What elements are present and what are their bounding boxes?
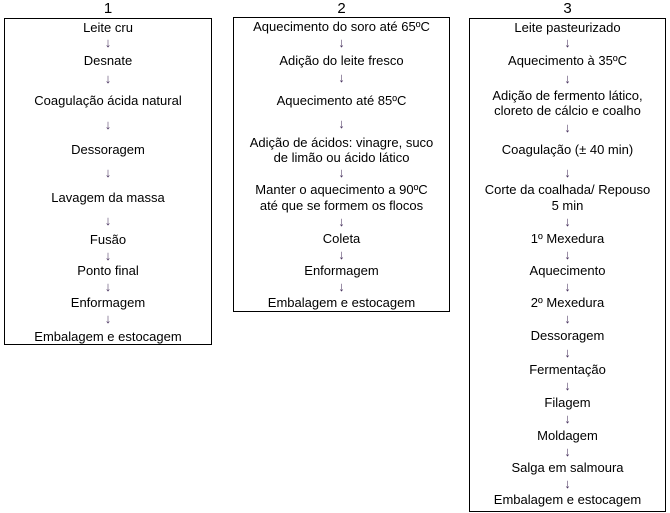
down-arrow-icon: ↓ [104,71,112,86]
flow-step: 1º Mexedura [530,231,605,246]
flow-step: Filagem [544,395,591,410]
down-arrow-icon: ↓ [564,214,571,229]
flow-step: Fusão [89,232,127,247]
flow-step: 5 min [551,198,584,213]
flow-step: Manter o aquecimento a 90ºC [255,182,428,197]
down-arrow-icon: ↓ [104,311,112,326]
flow-step: Aquecimento do soro até 65ºC [253,19,430,34]
flow-step: Adição de ácidos: vinagre, suco [249,135,434,150]
flow-step: Salga em salmoura [511,460,624,475]
flow-step: Dessoragem [71,142,145,157]
down-arrow-icon: ↓ [338,247,345,262]
flow-step: Ponto final [77,263,139,278]
down-arrow-icon: ↓ [564,311,571,326]
down-arrow-icon: ↓ [104,213,112,228]
flow-step: Coleta [322,231,361,246]
flow-step: Coagulação (± 40 min) [501,142,634,157]
flow-step: Aquecimento até 85ºC [276,93,407,108]
column-1-number: 1 [103,0,113,17]
flow-step: Leite pasteurizado [514,20,621,35]
down-arrow-icon: ↓ [338,116,345,131]
flow-step: Coagulação ácida natural [34,93,182,108]
down-arrow-icon: ↓ [104,165,112,180]
flow-step: cloreto de cálcio e coalho [494,103,641,118]
down-arrow-icon: ↓ [564,378,571,393]
down-arrow-icon: ↓ [564,165,571,180]
down-arrow-icon: ↓ [104,248,112,263]
column-3-number: 3 [563,0,572,17]
down-arrow-icon: ↓ [564,345,571,360]
column-2-number: 2 [337,0,346,17]
down-arrow-icon: ↓ [338,35,345,50]
flow-step: de limão ou ácido lático [273,150,410,165]
flowchart-box-1 [4,18,212,345]
down-arrow-icon: ↓ [564,71,571,86]
flow-step: Embalagem e estocagem [493,492,642,507]
flow-step: Corte da coalhada/ Repouso [484,182,651,197]
down-arrow-icon: ↓ [338,279,345,294]
flow-step: Enformagem [304,263,379,278]
flow-step: 2º Mexedura [530,295,605,310]
flow-step: Embalagem e estocagem [34,329,182,344]
flow-step: Leite cru [83,20,133,35]
flow-step: Lavagem da massa [51,190,165,205]
flow-step: Desnate [83,53,133,68]
down-arrow-icon: ↓ [564,247,571,262]
flowchart-box-2 [233,17,450,312]
down-arrow-icon: ↓ [564,120,571,135]
flow-step: Aquecimento [529,263,606,278]
flow-step: Adição de fermento lático, [492,88,643,103]
flow-step: Adição do leite fresco [279,53,404,68]
down-arrow-icon: ↓ [564,35,571,50]
down-arrow-icon: ↓ [104,35,112,50]
flow-step: até que se formem os flocos [259,198,424,213]
down-arrow-icon: ↓ [338,214,345,229]
down-arrow-icon: ↓ [104,117,112,132]
down-arrow-icon: ↓ [564,411,571,426]
flow-step: Enformagem [70,295,146,310]
down-arrow-icon: ↓ [338,70,345,85]
down-arrow-icon: ↓ [564,279,571,294]
down-arrow-icon: ↓ [104,279,112,294]
flow-step: Embalagem e estocagem [267,295,416,310]
down-arrow-icon: ↓ [564,476,571,491]
down-arrow-icon: ↓ [564,444,571,459]
down-arrow-icon: ↓ [338,165,345,180]
flow-step: Moldagem [537,428,598,443]
flowchart-box-3 [469,18,666,512]
flow-step: Dessoragem [530,328,605,343]
flow-step: Fermentação [529,362,606,377]
flow-step: Aquecimento à 35ºC [508,53,627,68]
